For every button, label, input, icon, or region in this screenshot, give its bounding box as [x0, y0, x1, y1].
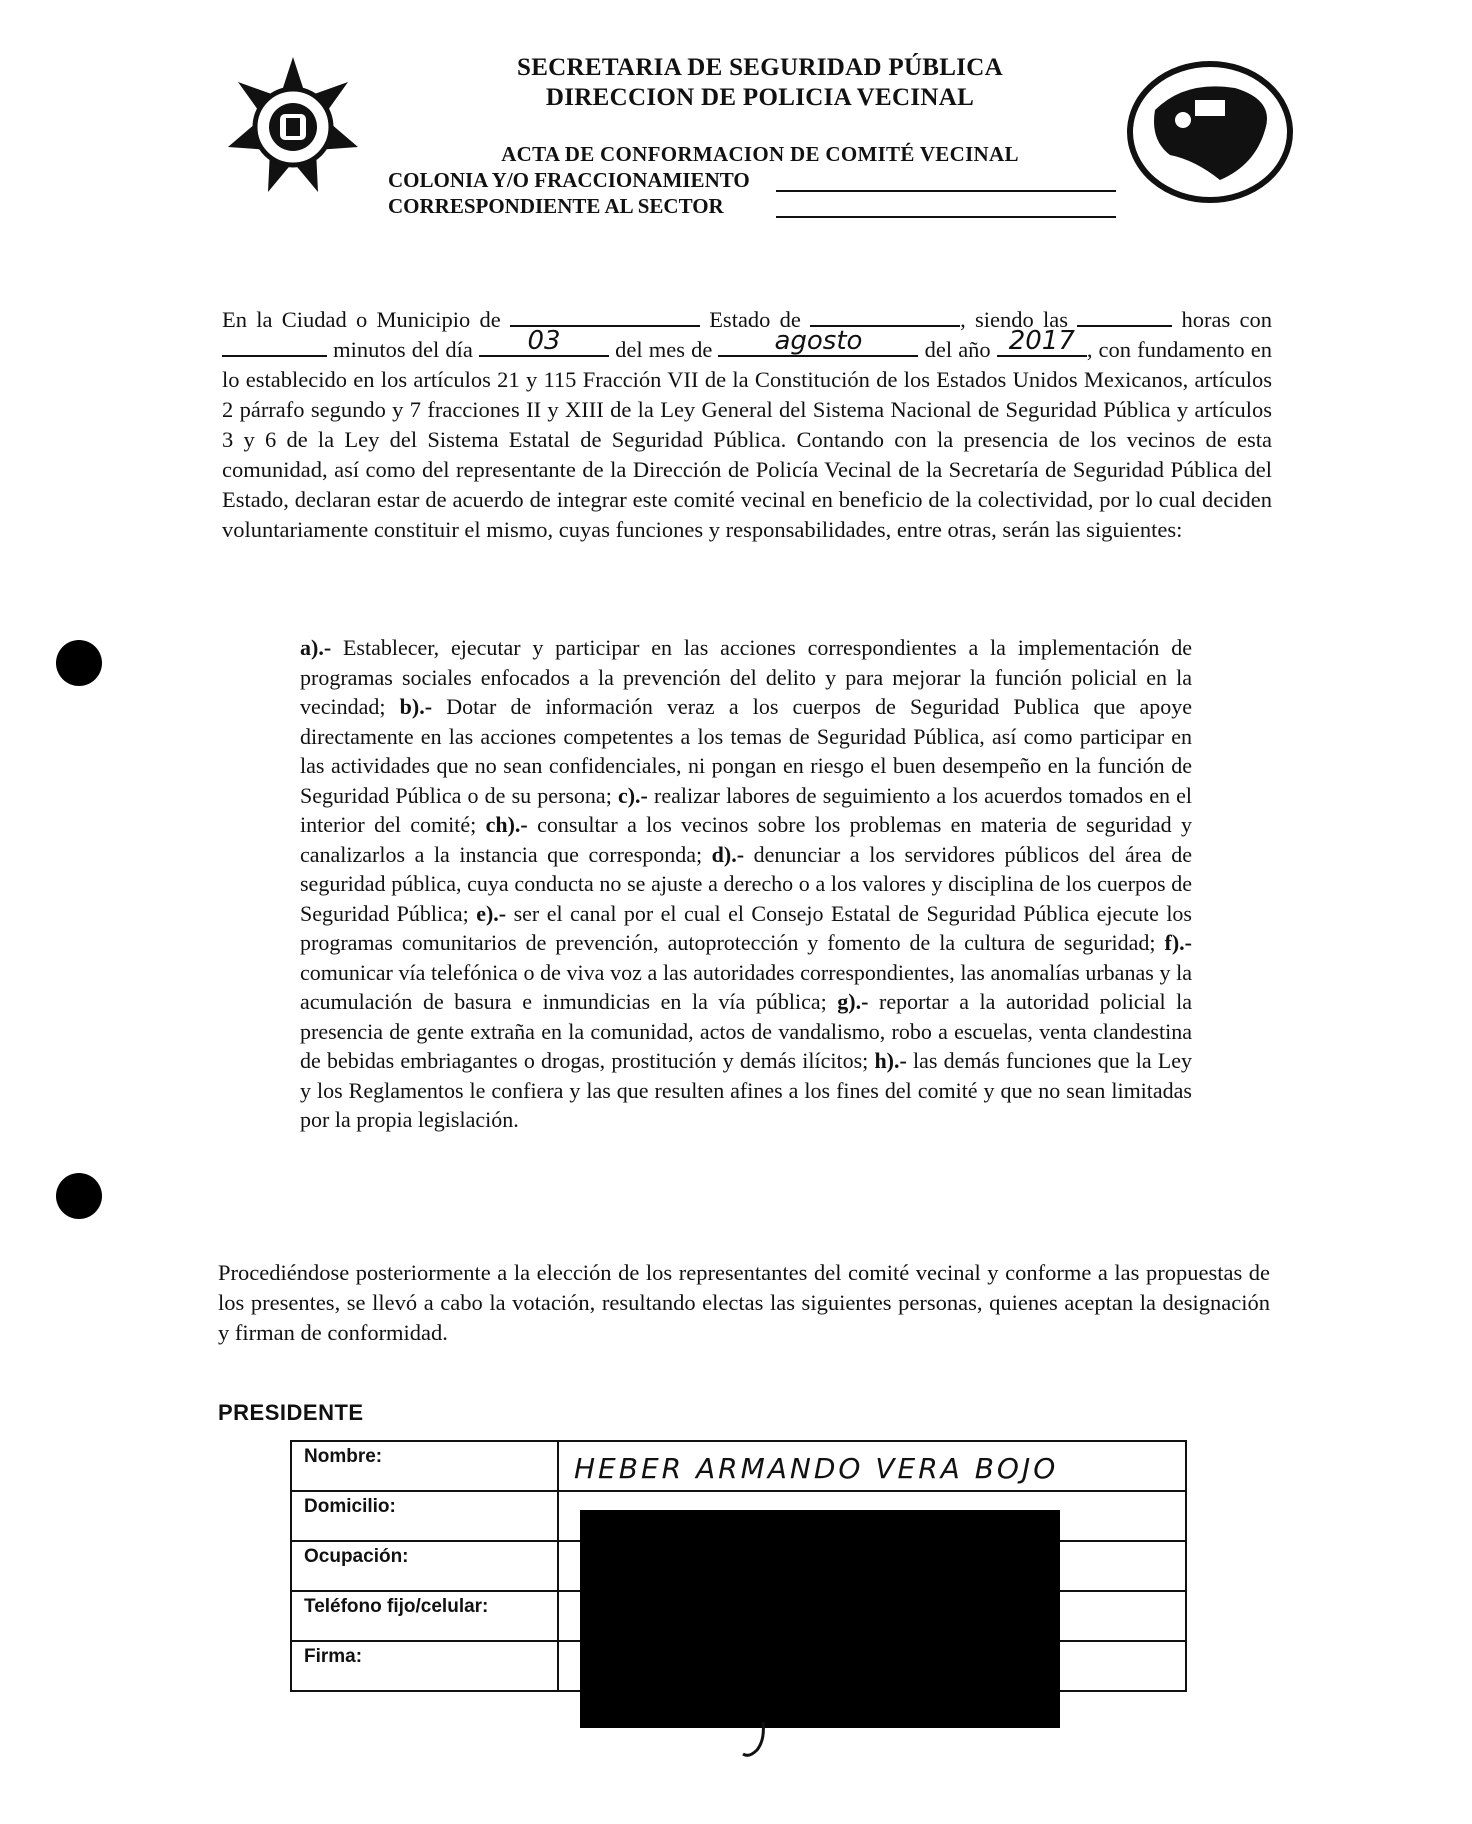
sector-blank[interactable]: [776, 216, 1116, 218]
ano-blank[interactable]: [997, 326, 1087, 357]
binder-hole-bottom: [56, 1173, 102, 1219]
president-heading: PRESIDENTE: [218, 1400, 364, 1425]
colonia-field: [388, 168, 750, 193]
binder-hole-top: [56, 640, 102, 686]
police-star-seal-icon: [218, 52, 368, 202]
community-committee-seal-icon: [1125, 60, 1295, 205]
functions-paragraph: a).- Establecer, ejecutar y participar en las acciones correspondientes a la implementación de programas sociales enfocados a la prevención del delito y para mejorar la función policial en la vecindad; b).- Dotar de información veraz a los cuerpos de Seguridad Publica que apoye directamente en las acciones competentes a los temas de Seguridad Pública, así como participar en las actividades que no sean confidenciales, ni pongan en riesgo el buen desempeño en la función de Seguridad Pública o de su persona; c).- realizar labores de seguimiento a los acuerdos tomados en el interior del comité; ch).- consultar a los vecinos sobre los problemas en materia de seguridad y canalizarlos a la instancia que corresponda; d).- denunciar a los servidores públicos del área de seguridad pública, cuya conducta no se ajuste a derecho o a los valores y disciplina de los cuerpos de Seguridad Pública; e).- ser el canal por el cual el Consejo Estatal de Seguridad Pública ejecute los programas comunitarios de prevención, autoprotección y fomento de la cultura de seguridad; f).- comunicar vía telefónica o de viva voz a las autoridades correspondientes, las anomalías urbanas y la acumulación de basura e inmundicias en la vía pública; g).- reportar a la autoridad policial la presencia de gente extraña en la comunidad, actos de vandalismo, robo a escuelas, venta clandestina de bebidas embriagantes o drogas, prostitución y demás ilícitos; h).- las demás funciones que la Ley y los Reglamentos le confiera y las que resulten afines a los fines del comité y que no sean limitadas por la propia legislación.: [300, 635, 1192, 1132]
ciudad-blank[interactable]: [510, 307, 700, 327]
horas-blank[interactable]: [1077, 307, 1172, 327]
header-secretaria: SECRETARIA DE SEGURIDAD PÚBLICA: [516, 54, 1003, 81]
minutos-blank[interactable]: [222, 337, 327, 357]
intro-paragraph: En la Ciudad o Municipio de Estado de , siendo las horas con minutos del día 03 del mes de agosto del año 2017 , con fundamento en lo establecido en los artículos 21 y 115 Fracción VII de la Constitución de los Estados Unidos Mexicanos, artículos 2 párrafo segundo y 7 fracciones II y XIII de la Ley General del Sistema Nacional de Seguridad Pública y artículos 3 y 6 de la Ley del Sistema Estatal de Seguridad Pública. Contando con la presencia de los vecinos de esta comunidad, así como del representante de la Dirección de Policía Vecinal de la Secretaría de Seguridad Pública del Estado, declaran estar de acuerdo de integrar este comité vecinal en beneficio de la colectividad, por lo cual deciden voluntariamente constituir el mismo, cuyas funciones y responsabilidades, entre otras, serán las siguientes:: [222, 307, 1272, 542]
estado-blank[interactable]: [810, 307, 960, 327]
header-acta-title: ACTA DE CONFORMACION DE COMITÉ VECINAL: [501, 142, 1019, 166]
domicilio-label: Domicilio:: [304, 1496, 396, 1517]
header-direccion: DIRECCION DE POLICIA VECINAL: [545, 84, 975, 111]
nombre-label: Nombre:: [304, 1446, 383, 1467]
telefono-label: Teléfono fijo/celular:: [304, 1596, 489, 1617]
mes-blank[interactable]: [718, 326, 918, 357]
colonia-blank[interactable]: [776, 190, 1116, 192]
ocupacion-label: Ocupación:: [304, 1546, 409, 1567]
election-paragraph: Procediéndose posteriormente a la elección de los representantes del comité vecinal y conforme a las propuestas de los presentes, se llevó a cabo la votación, resultando electas las siguientes personas, quienes aceptan la designación y firman de conformidad.: [218, 1260, 1270, 1345]
nombre-handwritten[interactable]: HEBER ARMANDO VERA BOJO: [574, 1452, 1059, 1485]
signature-stroke-icon: [735, 1720, 775, 1760]
colonia-label: COLONIA Y/O FRACCIONAMIENTO: [388, 168, 750, 192]
ano-handwritten: 2017: [1008, 326, 1075, 356]
mes-handwritten: agosto: [774, 326, 863, 356]
dia-handwritten: 03: [527, 326, 561, 356]
redaction-block: [580, 1510, 1060, 1728]
sector-label: CORRESPONDIENTE AL SECTOR: [388, 194, 724, 218]
table-row-nombre: [292, 1442, 1185, 1492]
firma-label: Firma:: [304, 1646, 363, 1667]
sector-field: [388, 194, 724, 219]
dia-blank[interactable]: [479, 326, 609, 357]
